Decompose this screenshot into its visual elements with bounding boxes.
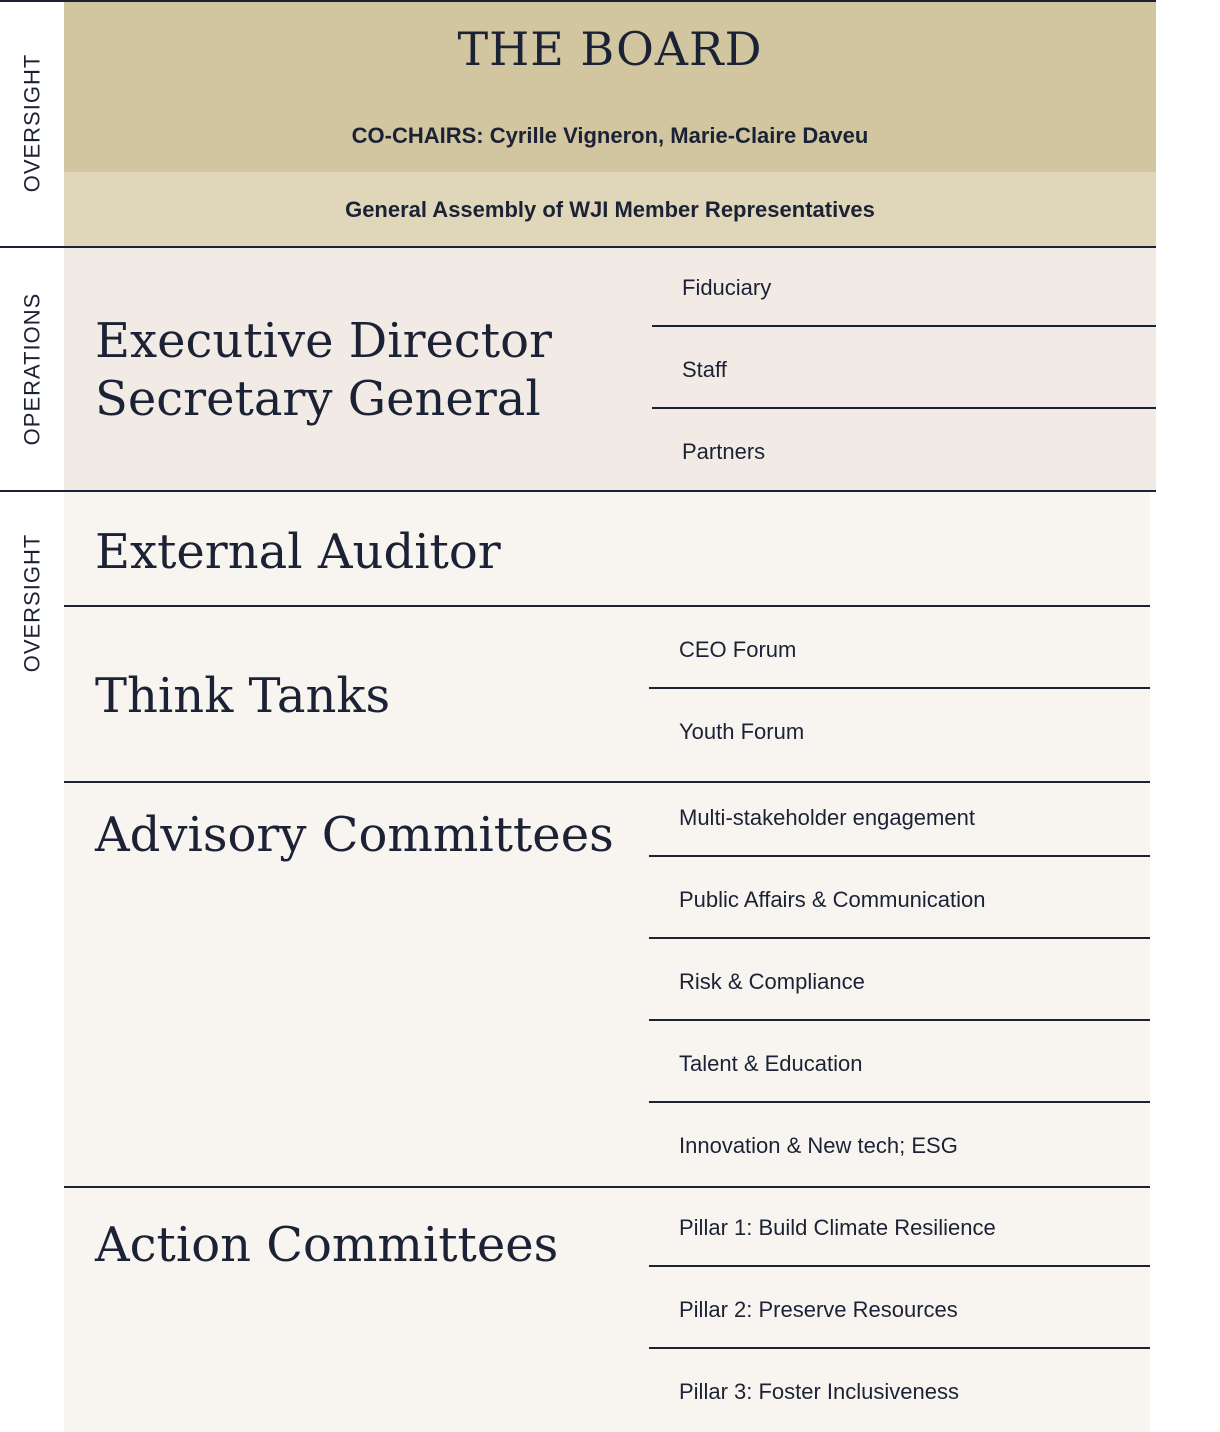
operations-divider bbox=[0, 490, 1156, 492]
action-item-divider bbox=[649, 1265, 1150, 1267]
advisory-item-divider bbox=[649, 855, 1150, 857]
action-committee-item: Pillar 1: Build Climate Resilience bbox=[679, 1215, 996, 1240]
action-item-divider bbox=[649, 1347, 1150, 1349]
side-label-text: OPERATIONS bbox=[19, 292, 44, 446]
section-divider bbox=[64, 1186, 1150, 1188]
action-committee-item: Pillar 3: Foster Inclusiveness bbox=[679, 1379, 959, 1404]
oversight-panel bbox=[64, 492, 1150, 1432]
section-divider bbox=[64, 605, 1150, 607]
side-label-text: OVERSIGHT bbox=[19, 53, 45, 193]
operations-item-divider bbox=[652, 407, 1156, 409]
side-label-oversight-bottom bbox=[0, 492, 64, 714]
advisory-committee-item: Public Affairs & Communication bbox=[679, 887, 986, 912]
top-border bbox=[0, 0, 1156, 2]
think-tanks-title: Think Tanks bbox=[95, 668, 391, 724]
action-committees-title: Action Committees bbox=[95, 1217, 559, 1273]
think-tank-item: Youth Forum bbox=[679, 719, 805, 744]
advisory-committee-item: Talent & Education bbox=[679, 1051, 863, 1076]
executive-director-title: Executive Director bbox=[95, 313, 552, 369]
action-committee-item: Pillar 2: Preserve Resources bbox=[679, 1297, 958, 1322]
advisory-item-divider bbox=[649, 1019, 1150, 1021]
advisory-committees-title: Advisory Committees bbox=[95, 807, 614, 863]
think-tank-item: CEO Forum bbox=[679, 637, 797, 662]
think-tank-item-divider bbox=[649, 687, 1150, 689]
advisory-committee-item: Innovation & New tech; ESG bbox=[679, 1133, 958, 1158]
board-co-chairs: CO-CHAIRS: Cyrille Vigneron, Marie-Claire Daveu bbox=[351, 123, 869, 148]
operations-item-divider bbox=[652, 325, 1156, 327]
side-label-operations bbox=[0, 248, 64, 490]
secretary-general-title: Secretary General bbox=[95, 371, 541, 427]
section-divider bbox=[64, 781, 1150, 783]
side-label-text: OVERSIGHT bbox=[19, 533, 45, 673]
operations-item: Partners bbox=[682, 439, 766, 464]
operations-item: Fiduciary bbox=[682, 275, 772, 300]
board-title: THE BOARD bbox=[457, 22, 763, 76]
side-label-oversight-top bbox=[0, 0, 64, 246]
advisory-committee-item: Multi-stakeholder engagement bbox=[679, 805, 975, 830]
external-auditor-title: External Auditor bbox=[95, 524, 501, 580]
advisory-item-divider bbox=[649, 1101, 1150, 1103]
general-assembly-label: General Assembly of WJI Member Representatives bbox=[345, 197, 875, 222]
board-divider bbox=[0, 246, 1156, 248]
advisory-committee-item: Risk & Compliance bbox=[679, 969, 865, 994]
operations-item: Staff bbox=[682, 357, 727, 382]
advisory-item-divider bbox=[649, 937, 1150, 939]
